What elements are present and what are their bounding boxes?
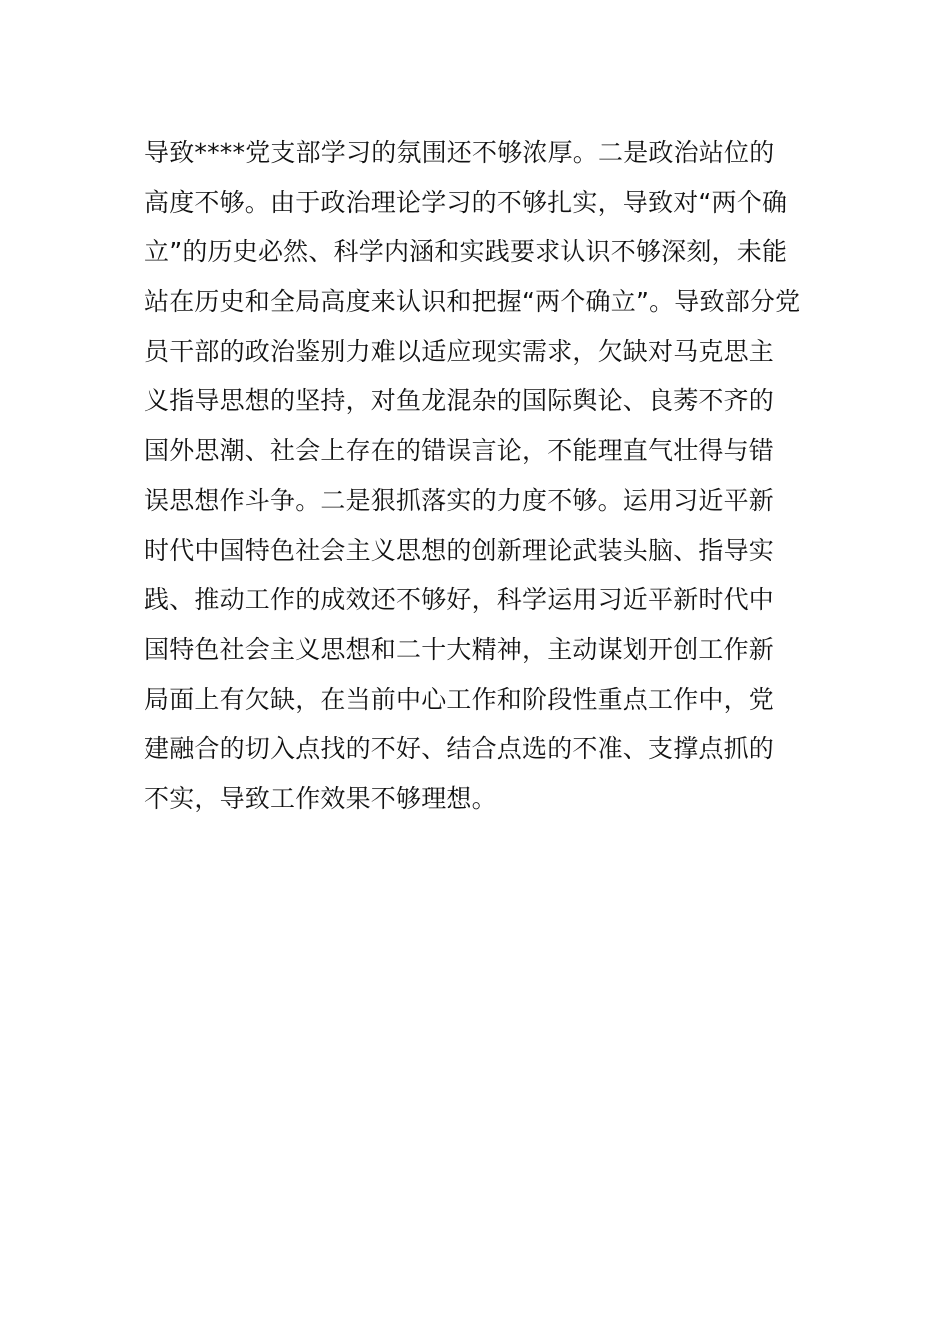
text-line: 践、推动工作的成效还不够好，科学运用习近平新时代中: [144, 585, 775, 615]
text-line: 高度不够。由于政治理论学习的不够扎实，导致对“两个确: [144, 187, 788, 217]
text-line: 员干部的政治鉴别力难以适应现实需求，欠缺对马克思主: [144, 336, 775, 366]
text-line: 误思想作斗争。二是狠抓落实的力度不够。运用习近平新: [144, 485, 775, 515]
body-paragraph: [144, 128, 824, 824]
text-line: 国外思潮、社会上存在的错误言论，不能理直气壮得与错: [144, 436, 775, 466]
text-line: 局面上有欠缺，在当前中心工作和阶段性重点工作中，党: [144, 684, 775, 714]
text-line: 不实，导致工作效果不够理想。: [144, 783, 497, 813]
text-line: 立”的历史必然、科学内涵和实践要求认识不够深刻，未能: [144, 237, 788, 267]
text-line: 义指导思想的坚持，对鱼龙混杂的国际舆论、良莠不齐的: [144, 386, 775, 416]
text-line: 建融合的切入点找的不好、结合点选的不准、支撑点抓的: [144, 734, 775, 764]
text-line: 国特色社会主义思想和二十大精神，主动谋划开创工作新: [144, 634, 775, 664]
text-line: 站在历史和全局高度来认识和把握“两个确立”。导致部分党: [144, 287, 801, 317]
text-line: 时代中国特色社会主义思想的创新理论武装头脑、指导实: [144, 535, 775, 565]
text-line: 导致****党支部学习的氛围还不够浓厚。二是政治站位的: [144, 138, 775, 167]
